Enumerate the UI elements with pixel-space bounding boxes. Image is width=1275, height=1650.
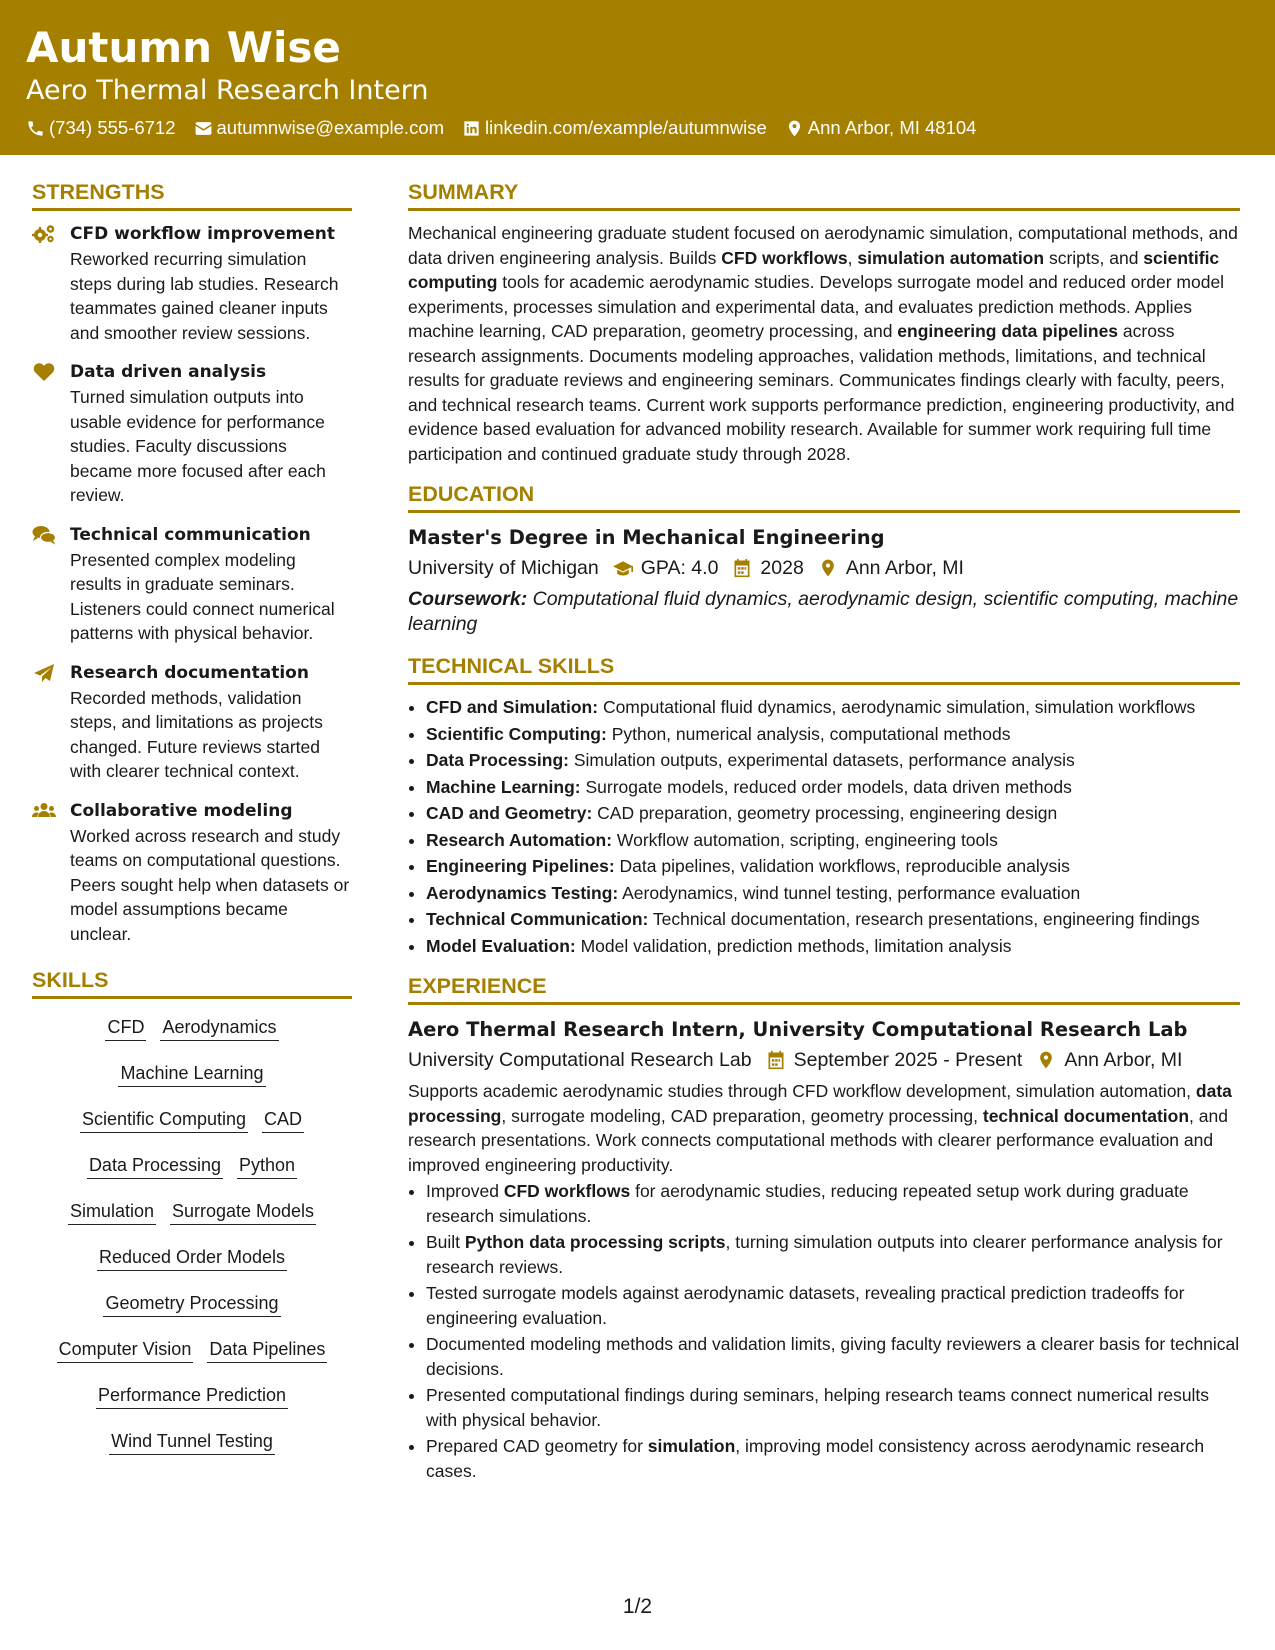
technical-skill-label: Engineering Pipelines:	[426, 856, 615, 876]
technical-skill-text: Technical documentation, research presentations, engineering findings	[648, 909, 1200, 929]
chat-icon	[32, 525, 56, 545]
bullet-highlight: simulation	[647, 1436, 736, 1456]
strength-title: CFD workflow improvement	[70, 224, 335, 244]
users-icon	[32, 801, 56, 821]
skill-row	[32, 1061, 352, 1091]
technical-skill-item	[426, 907, 1240, 932]
technical-skills-list	[408, 695, 1240, 958]
resume-header	[0, 0, 1275, 155]
summary-highlight: scientific computing	[408, 247, 1220, 292]
summary-segment: ,	[847, 247, 858, 268]
location-text: Ann Arbor, MI	[845, 557, 964, 579]
skill-tag: CAD	[262, 1107, 304, 1133]
heart-icon	[32, 362, 56, 382]
bullet-segment: Built	[426, 1232, 465, 1252]
skill-tag: Performance Prediction	[96, 1383, 288, 1409]
bullet-segment: Improved	[426, 1181, 504, 1201]
technical-skill-label: Research Automation:	[426, 829, 613, 850]
technical-skill-text: Surrogate models, reduced order models, data driven methods	[580, 776, 1072, 797]
skill-row	[32, 1107, 352, 1137]
experience-bullets	[408, 1179, 1240, 1483]
summary-text	[408, 221, 1240, 466]
technical-skill-text: CAD preparation, geometry processing, engineering design	[592, 803, 1058, 823]
strengths-heading: STRENGTHS	[32, 178, 352, 211]
job-location	[1036, 1045, 1182, 1075]
calendar-icon	[732, 558, 752, 578]
desc-segment: , surrogate modeling, CAD preparation, geometry processing,	[501, 1105, 983, 1126]
experience-heading: EXPERIENCE	[408, 972, 1240, 1005]
gears-icon	[32, 224, 56, 244]
email-link[interactable]: autumnwise@example.com	[216, 117, 445, 138]
education-location	[818, 553, 964, 583]
bullet-segment: Tested surrogate models against aerodynamic datasets, revealing practical prediction tradeoffs for engineering evaluation.	[426, 1283, 1185, 1328]
job-description	[408, 1079, 1240, 1177]
technical-skill-item	[426, 748, 1240, 773]
skill-tag: Surrogate Models	[170, 1199, 316, 1225]
bullet-segment: Prepared CAD geometry for	[426, 1436, 648, 1456]
strength-title: Data driven analysis	[70, 362, 267, 382]
technical-skill-label: CFD and Simulation:	[426, 697, 599, 717]
summary-segment: Mechanical engineering graduate student focused on aerodynamic simulation, computational methods, and data driven engineering analysis. Builds	[408, 223, 1238, 268]
gpa-text: GPA: 4.0	[640, 557, 719, 579]
strength-desc: Turned simulation outputs into usable evidence for performance studies. Faculty discussions became more focused after each review.	[70, 387, 326, 505]
bullet-highlight: CFD workflows	[503, 1181, 631, 1201]
dates-text: September 2025 - Present	[793, 1049, 1023, 1071]
linkedin-link[interactable]: linkedin.com/example/autumnwise	[485, 117, 767, 138]
gpa	[613, 553, 719, 583]
job-title: Aero Thermal Research Intern, University Computational Research Lab	[408, 1018, 1188, 1041]
desc-segment: Supports academic aerodynamic studies through CFD workflow development, simulation automation,	[408, 1081, 1196, 1101]
skill-row	[32, 1199, 352, 1229]
left-column	[32, 178, 352, 1475]
technical-skill-text: Simulation outputs, experimental datasets, performance analysis	[568, 750, 1075, 770]
coursework	[408, 587, 1240, 636]
school-name	[408, 553, 599, 583]
technical-skill-item	[426, 801, 1240, 826]
skill-row	[32, 1153, 352, 1183]
degree-title: Master's Degree in Mechanical Engineering	[408, 526, 885, 549]
technical-skill-label: Model Evaluation:	[426, 935, 576, 956]
skill-tag: CFD	[105, 1015, 146, 1041]
education-meta	[408, 553, 1240, 583]
skill-row	[32, 1015, 352, 1045]
map-pin-icon	[1036, 1050, 1056, 1070]
coursework-label: Coursework:	[408, 588, 528, 610]
strength-desc: Presented complex modeling results in graduate seminars. Listeners could connect numerical patterns with physical behavior.	[70, 549, 335, 643]
technical-skill-label: Machine Learning:	[426, 776, 581, 797]
graduation-cap-icon	[613, 558, 633, 578]
skill-tag: Data Processing	[87, 1153, 223, 1179]
technical-skill-text: Data pipelines, validation workflows, reproducible analysis	[614, 856, 1070, 876]
strength-item	[32, 359, 352, 508]
experience-bullet	[426, 1332, 1240, 1381]
summary-segment: across research assignments. Documents modeling approaches, validation methods, limitations, and technical results for graduate reviews and engineering seminars. Communicates findings clearly with faculty, peers, and technical research teams. Current work supports performance prediction, engineering productivity, and evidence based evaluation for advanced mobility research. Available for summer work requiring full time participation and continued graduate study through 2028.	[408, 321, 1235, 464]
bullet-segment: , improving model consistency across aerodynamic research cases.	[426, 1436, 1205, 1481]
technical-skill-label: Data Processing:	[426, 750, 569, 770]
contact-email[interactable]	[194, 114, 445, 142]
skill-tag: Computer Vision	[57, 1337, 194, 1363]
skills-list	[32, 1009, 352, 1459]
technical-skill-item	[426, 775, 1240, 800]
skill-row	[32, 1291, 352, 1321]
technical-skill-item	[426, 934, 1240, 959]
skill-tag: Wind Tunnel Testing	[109, 1429, 275, 1455]
strength-desc: Recorded methods, validation steps, and limitations as projects changed. Future reviews started with clearer technical context.	[70, 687, 323, 781]
technical-skill-text: Python, numerical analysis, computational methods	[606, 723, 1011, 744]
skill-row	[32, 1245, 352, 1275]
skill-row	[32, 1383, 352, 1413]
phone-icon	[26, 119, 45, 138]
technical-skill-item	[426, 828, 1240, 853]
candidate-role: Aero Thermal Research Intern	[26, 75, 429, 106]
bullet-segment: , turning simulation outputs into clearer performance analysis for research reviews.	[426, 1232, 1223, 1277]
bullet-highlight: Python data processing scripts	[464, 1232, 726, 1252]
strength-title: Research documentation	[70, 662, 309, 683]
summary-segment: scripts, and	[1044, 247, 1144, 268]
bullet-segment: Documented modeling methods and validation limits, giving faculty reviewers a clearer basis for technical decisions.	[426, 1334, 1240, 1379]
strength-desc: Worked across research and study teams on computational questions. Peers sought help when datasets or model assumptions became unclear.	[70, 825, 350, 944]
technical-skill-label: CAD and Geometry:	[426, 803, 593, 823]
summary-highlight: engineering data pipelines	[897, 321, 1119, 341]
desc-highlight: technical documentation	[982, 1105, 1190, 1126]
job-meta	[408, 1045, 1240, 1075]
school-text: University of Michigan	[408, 557, 599, 579]
contact-phone	[26, 114, 176, 142]
skill-tag: Reduced Order Models	[97, 1245, 287, 1271]
summary-highlight: CFD workflows	[721, 247, 848, 268]
contact-linkedin[interactable]	[462, 114, 767, 142]
strength-item	[32, 660, 352, 784]
technical-skill-text: Workflow automation, scripting, engineering tools	[612, 829, 998, 850]
strength-item	[32, 798, 352, 947]
technical-skill-text: Aerodynamics, wind tunnel testing, performance evaluation	[618, 882, 1081, 903]
skill-tag: Aerodynamics	[160, 1015, 278, 1041]
experience-bullet	[426, 1230, 1240, 1279]
right-column	[408, 178, 1240, 1497]
technical-skill-item	[426, 722, 1240, 747]
bullet-segment: for aerodynamic studies, reducing repeated setup work during graduate research simulations.	[426, 1181, 1189, 1226]
technical-skill-text: Computational fluid dynamics, aerodynamic simulation, simulation workflows	[598, 697, 1196, 717]
summary-segment: tools for academic aerodynamic studies. Develops surrogate model and reduced order model experiments, processes simulation and experimental data, and evaluates prediction methods. Applies machine learning, CAD preparation, geometry processing, and	[408, 272, 1225, 341]
job-dates	[766, 1045, 1023, 1075]
technical-skill-item	[426, 854, 1240, 879]
linkedin-icon	[462, 119, 481, 138]
technical-skill-text: Model validation, prediction methods, limitation analysis	[575, 935, 1012, 956]
map-pin-icon	[785, 119, 804, 138]
location-text: Ann Arbor, MI 48104	[807, 117, 977, 138]
candidate-name: Autumn Wise	[26, 23, 341, 72]
graduation-year	[732, 553, 803, 583]
technical-skill-label: Aerodynamics Testing:	[426, 882, 619, 903]
phone-number: (734) 555-6712	[49, 117, 176, 138]
skill-tag: Geometry Processing	[103, 1291, 280, 1317]
location-text: Ann Arbor, MI	[1064, 1049, 1183, 1071]
job-org	[408, 1045, 752, 1075]
strength-item	[32, 221, 352, 345]
summary-heading: SUMMARY	[408, 178, 1240, 211]
skill-tag: Scientific Computing	[80, 1107, 248, 1133]
paper-plane-icon	[32, 663, 56, 683]
experience-bullet	[426, 1434, 1240, 1483]
skill-tag: Data Pipelines	[207, 1337, 327, 1363]
strength-title: Technical communication	[70, 524, 311, 545]
year-text: 2028	[760, 557, 804, 579]
skill-row	[32, 1337, 352, 1367]
skill-tag: Python	[237, 1153, 297, 1179]
page-number: 1/2	[622, 1595, 653, 1618]
technical-skill-label: Scientific Computing:	[426, 723, 607, 744]
technical-skill-item	[426, 695, 1240, 720]
strength-title: Collaborative modeling	[70, 800, 293, 821]
bullet-segment: Presented computational findings during seminars, helping research teams connect numerical results with physical behavior.	[426, 1385, 1210, 1430]
coursework-text: Computational fluid dynamics, aerodynamic design, scientific computing, machine learning	[408, 588, 1239, 635]
skill-row	[32, 1429, 352, 1459]
strength-item	[32, 522, 352, 646]
org-text: University Computational Research Lab	[408, 1049, 752, 1071]
envelope-icon	[194, 119, 213, 138]
technical-skill-label: Technical Communication:	[426, 909, 649, 929]
experience-bullet	[426, 1281, 1240, 1330]
technical-skills-heading: TECHNICAL SKILLS	[408, 652, 1240, 685]
contact-bar	[26, 114, 994, 142]
education-heading: EDUCATION	[408, 480, 1240, 513]
map-pin-icon	[818, 558, 838, 578]
skill-tag: Machine Learning	[118, 1061, 265, 1087]
strength-desc: Reworked recurring simulation steps during lab studies. Research teammates gained cleaner inputs and smoother review sessions.	[70, 249, 339, 343]
desc-highlight: data processing	[408, 1081, 1232, 1126]
calendar-icon	[766, 1050, 786, 1070]
technical-skill-item	[426, 881, 1240, 906]
summary-highlight: simulation automation	[857, 247, 1045, 268]
skill-tag: Simulation	[68, 1199, 156, 1225]
experience-bullet	[426, 1383, 1240, 1432]
contact-location	[785, 114, 977, 142]
skills-heading: SKILLS	[32, 966, 352, 999]
desc-segment: , and research presentations. Work connects computational methods with clearer performance evaluation and improved engineering productivity.	[408, 1105, 1228, 1175]
experience-bullet	[426, 1179, 1240, 1228]
